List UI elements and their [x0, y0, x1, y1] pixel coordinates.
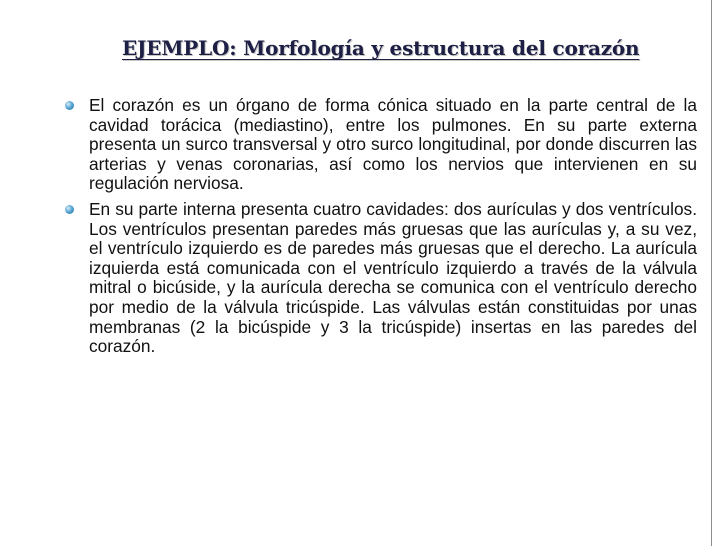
bullet-item	[65, 200, 697, 357]
bullet-dot-icon	[65, 205, 74, 214]
bullet-text: En su parte interna presenta cuatro cavidades: dos aurículas y dos ventrículos. Los ventrículos presentan paredes más gruesas que las aurículas y, a su vez, el ventrículo izquierdo es de paredes más gruesas que el derecho. La aurícula izquierda está comunicada con el ventrículo izquierdo a través de la válvula mitral o bicúside, y la aurícula derecha se comunica con el ventrículo derecho por medio de la válvula tricúspide. Las válvulas están constituidas por unas membranas (2 la bicúspide y 3 la tricúspide) insertas en las paredes del corazón.	[89, 198, 697, 357]
bullet-dot-icon	[65, 101, 74, 110]
slide-title: EJEMPLO: Morfología y estructura del corazón	[122, 36, 640, 60]
bullet-text: El corazón es un órgano de forma cónica situado en la parte central de la cavidad torácica (mediastino), entre los pulmones. En su parte externa presenta un surco transversal y otro surco longitudinal, por donde discurren las arterias y venas coronarias, así como los nervios que intervienen en su regulación nerviosa.	[89, 95, 697, 194]
bullet-list	[65, 96, 697, 363]
bullet-item	[65, 96, 697, 194]
slide-right-border	[711, 0, 712, 546]
